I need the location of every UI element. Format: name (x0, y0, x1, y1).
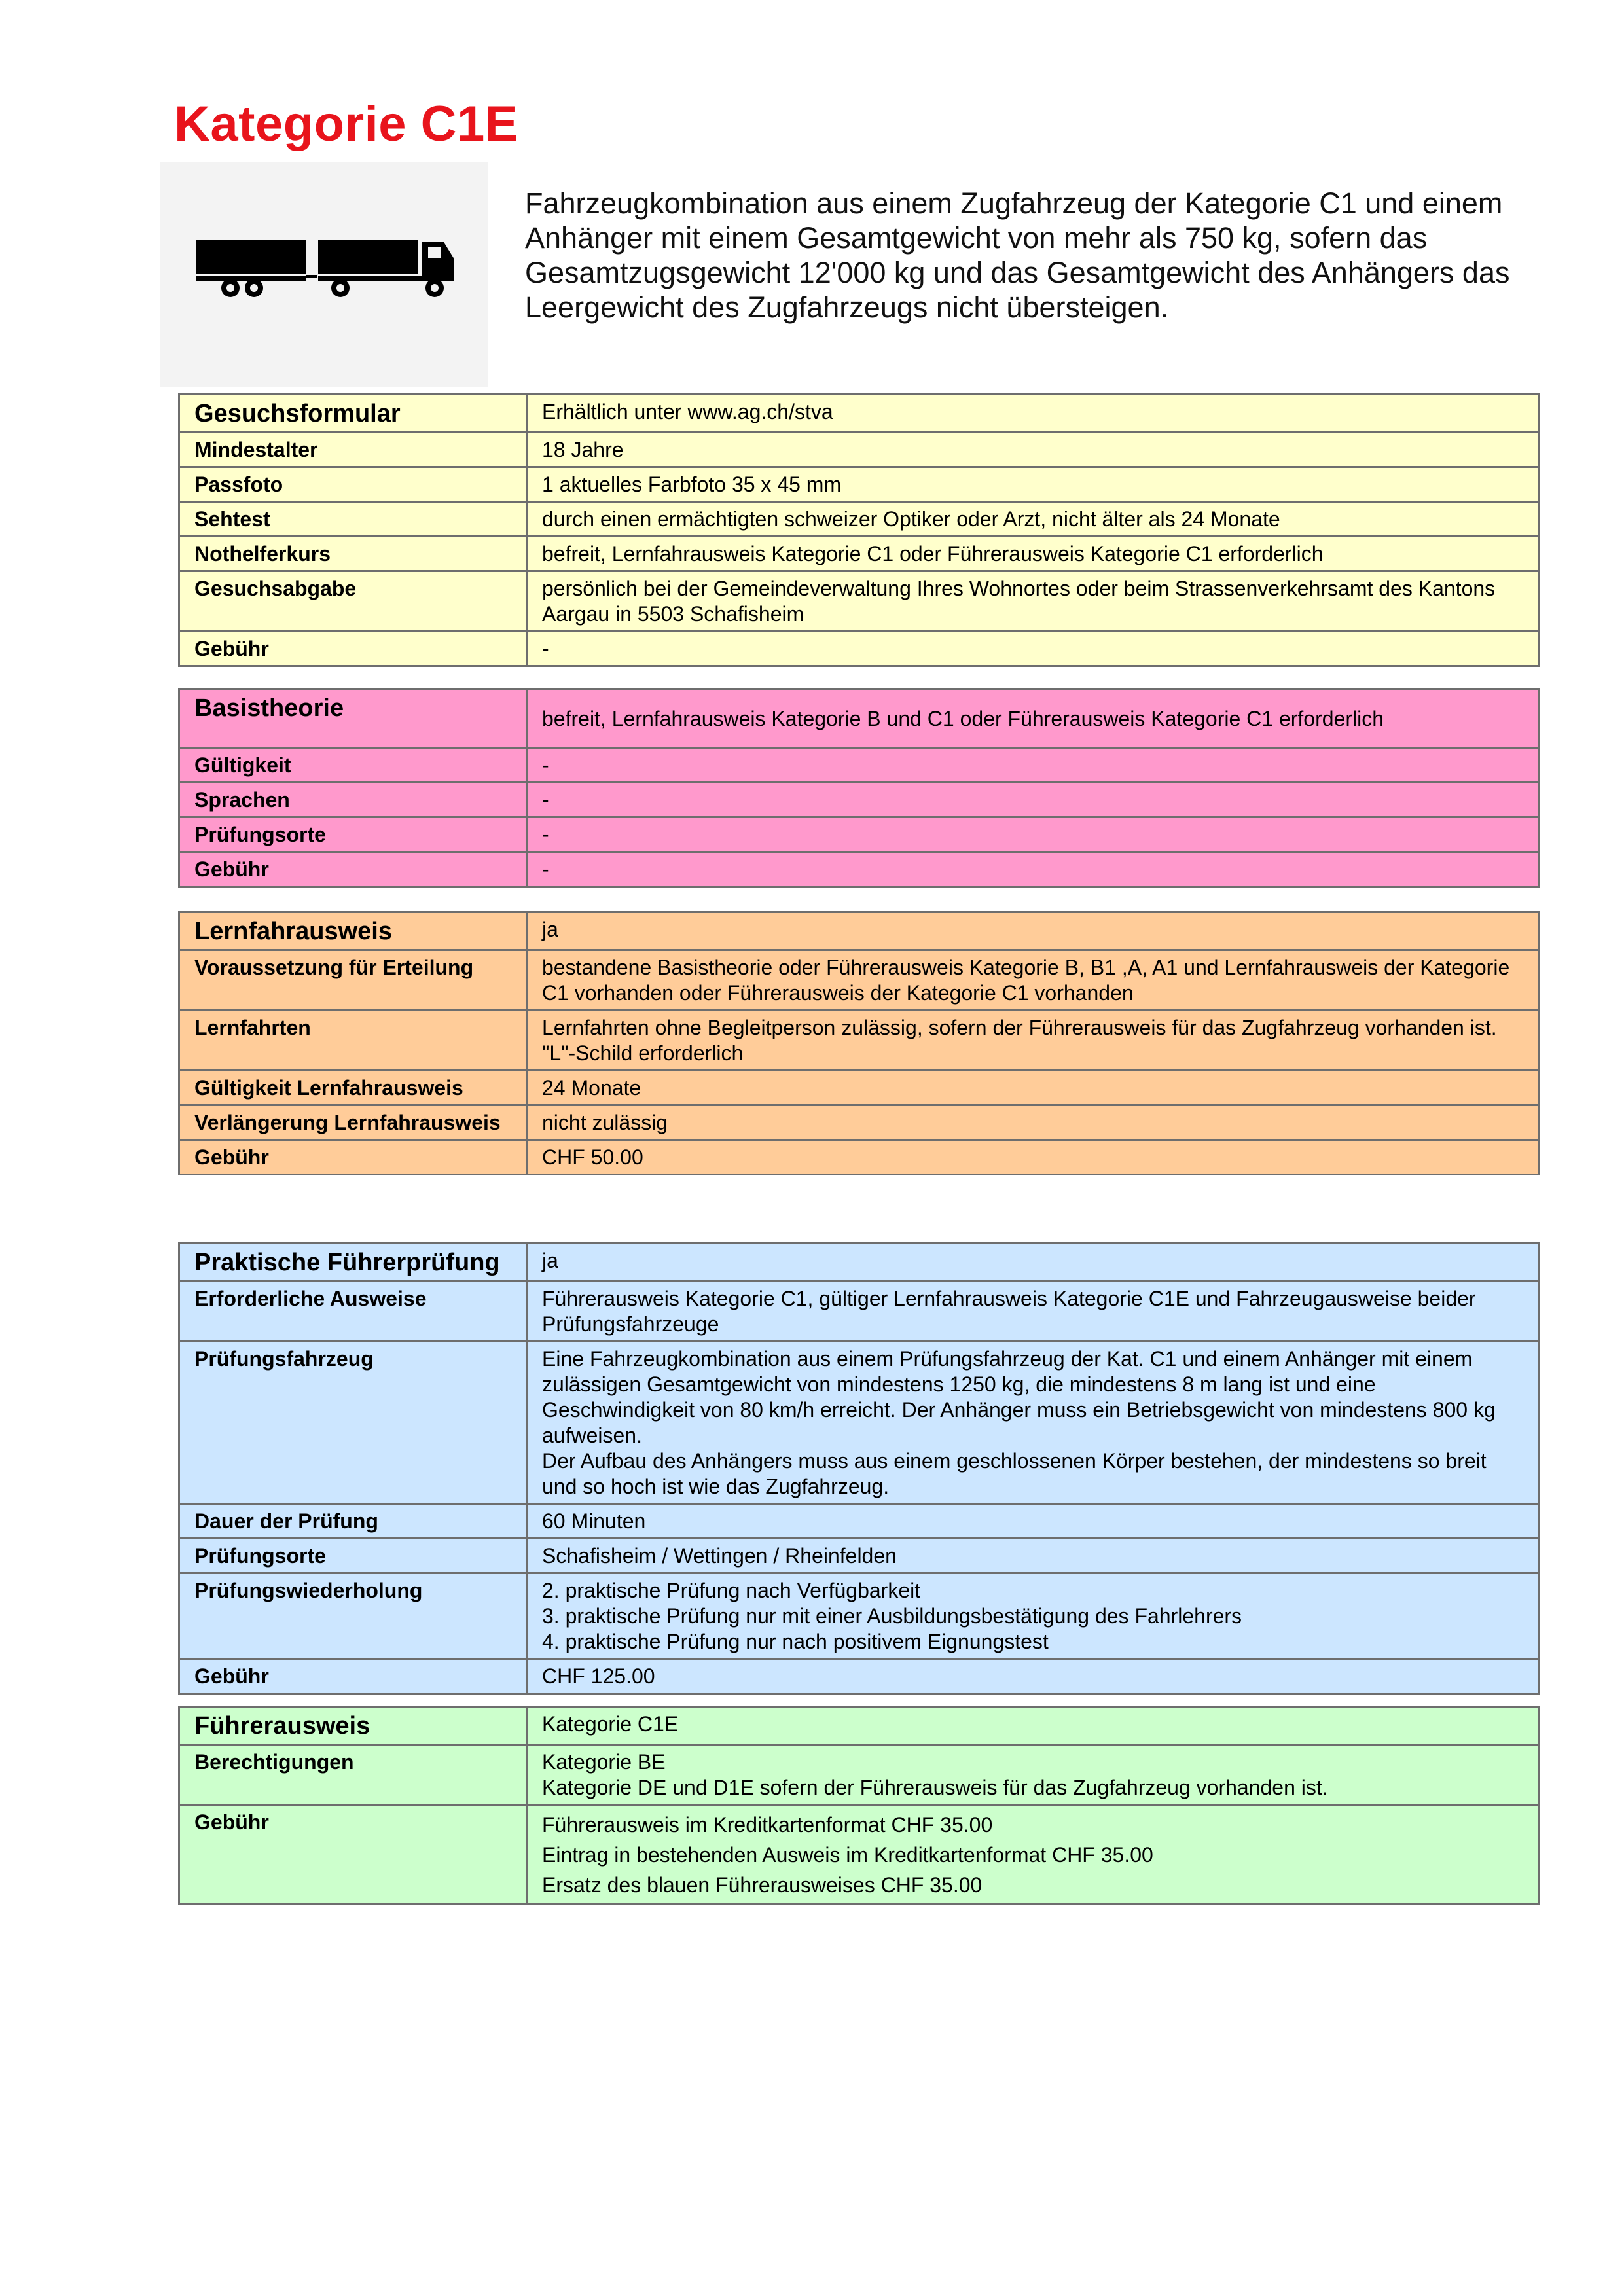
table-row (179, 1244, 1539, 1282)
row-label: Lernfahrausweis (179, 912, 527, 950)
row-label: Basistheorie (179, 689, 527, 748)
row-label: Gebühr (179, 852, 527, 887)
table-row (179, 1105, 1539, 1140)
table-row (179, 748, 1539, 783)
table-row (179, 537, 1539, 571)
table-row (179, 950, 1539, 1011)
row-value: durch einen ermächtigten schweizer Optiker oder Arzt, nicht älter als 24 Monate (527, 502, 1539, 537)
row-label: Praktische Führerprüfung (179, 1244, 527, 1282)
row-label: Dauer der Prüfung (179, 1504, 527, 1539)
row-value: 60 Minuten (527, 1504, 1539, 1539)
row-value (527, 1342, 1539, 1504)
table-row (179, 852, 1539, 887)
value-line: Lernfahrten ohne Begleitperson zulässig, sofern der Führerausweis für das Zugfahrzeug vorhanden ist. (542, 1016, 1497, 1039)
row-label: Prüfungsorte (179, 1539, 527, 1573)
table-row (179, 783, 1539, 817)
row-label: Gebühr (179, 1659, 527, 1694)
table-row (179, 689, 1539, 748)
row-label: Gültigkeit Lernfahrausweis (179, 1071, 527, 1105)
value-line: "L"-Schild erforderlich (542, 1041, 744, 1065)
value-line: 4. praktische Prüfung nur nach positivem Eignungstest (542, 1630, 1049, 1653)
row-value: Schafisheim / Wettingen / Rheinfelden (527, 1539, 1539, 1573)
row-label: Nothelferkurs (179, 537, 527, 571)
table-row (179, 1745, 1539, 1805)
row-value: 24 Monate (527, 1071, 1539, 1105)
table-row (179, 1282, 1539, 1342)
row-value (527, 1573, 1539, 1659)
table-row (179, 817, 1539, 852)
table-row (179, 571, 1539, 632)
row-value: - (527, 852, 1539, 887)
value-line: Eine Fahrzeugkombination aus einem Prüfungsfahrzeug der Kat. C1 und einem Anhänger mit einem zulässigen Gesamtgewicht von mindestens 1250 kg, die mindestens 8 m lang ist und eine Geschwindigkeit von 80 km/h erreicht. Der Anhänger muss ein Betriebsgewicht von mindestens 800 kg aufweisen. (542, 1347, 1496, 1447)
value-line: Kategorie BE (542, 1750, 666, 1774)
row-value: CHF 125.00 (527, 1659, 1539, 1694)
practical-exam-table (178, 1242, 1540, 1695)
table-row (179, 1140, 1539, 1175)
value-line: Eintrag in bestehenden Ausweis im Kreditkartenformat CHF 35.00 (542, 1843, 1153, 1867)
row-label: Lernfahrten (179, 1011, 527, 1071)
row-label: Sprachen (179, 783, 527, 817)
table-row (179, 1504, 1539, 1539)
value-line: Führerausweis im Kreditkartenformat CHF 35.00 (542, 1813, 993, 1837)
license-table (178, 1706, 1540, 1905)
row-value: ja (527, 1244, 1539, 1282)
row-label: Erforderliche Ausweise (179, 1282, 527, 1342)
row-value: Erhältlich unter www.ag.ch/stva (527, 395, 1539, 433)
value-line: Der Aufbau des Anhängers muss aus einem geschlossenen Körper bestehen, der mindestens so breit und so hoch ist wie das Zugfahrzeug. (542, 1449, 1487, 1498)
row-label: Gesuchsformular (179, 395, 527, 433)
row-value (527, 1011, 1539, 1071)
row-value: - (527, 817, 1539, 852)
row-value: Führerausweis Kategorie C1, gültiger Lernfahrausweis Kategorie C1E und Fahrzeugausweise beider Prüfungsfahrzeuge (527, 1282, 1539, 1342)
learner-permit-table (178, 911, 1540, 1175)
row-label: Gültigkeit (179, 748, 527, 783)
row-value: CHF 50.00 (527, 1140, 1539, 1175)
value-line: 3. praktische Prüfung nur mit einer Ausbildungsbestätigung des Fahrlehrers (542, 1604, 1242, 1628)
row-label: Mindestalter (179, 433, 527, 467)
table-row (179, 1071, 1539, 1105)
row-value: persönlich bei der Gemeindeverwaltung Ihres Wohnortes oder beim Strassenverkehrsamt des Kantons Aargau in 5503 Schafisheim (527, 571, 1539, 632)
table-row (179, 1659, 1539, 1694)
row-label: Prüfungswiederholung (179, 1573, 527, 1659)
row-value: - (527, 632, 1539, 666)
table-row (179, 1011, 1539, 1071)
value-line: Kategorie DE und D1E sofern der Führerausweis für das Zugfahrzeug vorhanden ist. (542, 1776, 1328, 1799)
row-label: Prüfungsorte (179, 817, 527, 852)
row-label: Gebühr (179, 1140, 527, 1175)
page-title: Kategorie C1E (174, 96, 518, 152)
row-value: nicht zulässig (527, 1105, 1539, 1140)
row-label: Prüfungsfahrzeug (179, 1342, 527, 1504)
row-label: Verlängerung Lernfahrausweis (179, 1105, 527, 1140)
row-label: Sehtest (179, 502, 527, 537)
value-line: 2. praktische Prüfung nach Verfügbarkeit (542, 1579, 921, 1602)
row-label: Führerausweis (179, 1707, 527, 1745)
table-row (179, 1539, 1539, 1573)
application-table (178, 393, 1540, 667)
table-row (179, 632, 1539, 666)
row-label: Gesuchsabgabe (179, 571, 527, 632)
row-value: - (527, 783, 1539, 817)
row-value: bestandene Basistheorie oder Führerausweis Kategorie B, B1 ,A, A1 und Lernfahrausweis der Kategorie C1 vorhanden oder Führerausweis der Kategorie C1 vorhanden (527, 950, 1539, 1011)
table-row (179, 1573, 1539, 1659)
truck-with-trailer-icon (192, 234, 461, 306)
row-label: Berechtigungen (179, 1745, 527, 1805)
table-row (179, 1342, 1539, 1504)
table-row (179, 502, 1539, 537)
row-label: Gebühr (179, 632, 527, 666)
row-value (527, 1745, 1539, 1805)
row-label: Gebühr (179, 1805, 527, 1905)
row-value: 1 aktuelles Farbfoto 35 x 45 mm (527, 467, 1539, 502)
row-label: Voraussetzung für Erteilung (179, 950, 527, 1011)
table-row (179, 1805, 1539, 1905)
basic-theory-table (178, 688, 1540, 888)
table-row (179, 433, 1539, 467)
row-label: Passfoto (179, 467, 527, 502)
row-value: Kategorie C1E (527, 1707, 1539, 1745)
table-row (179, 395, 1539, 433)
table-row (179, 1707, 1539, 1745)
category-description: Fahrzeugkombination aus einem Zugfahrzeug der Kategorie C1 und einem Anhänger mit einem Gesamtgewicht von mehr als 750 kg, sofern das Gesamtzugsgewicht 12'000 kg und das Gesamtgewicht des Anhängers das Leergewicht des Zugfahrzeugs nicht übersteigen. (525, 187, 1510, 324)
row-value: 18 Jahre (527, 433, 1539, 467)
value-line: Ersatz des blauen Führerausweises CHF 35.00 (542, 1873, 983, 1897)
row-value: ja (527, 912, 1539, 950)
table-row (179, 912, 1539, 950)
row-value: - (527, 748, 1539, 783)
row-value: befreit, Lernfahrausweis Kategorie C1 oder Führerausweis Kategorie C1 erforderlich (527, 537, 1539, 571)
table-row (179, 467, 1539, 502)
vehicle-illustration (160, 162, 488, 387)
row-value: befreit, Lernfahrausweis Kategorie B und C1 oder Führerausweis Kategorie C1 erforderlich (527, 689, 1539, 748)
row-value (527, 1805, 1539, 1905)
